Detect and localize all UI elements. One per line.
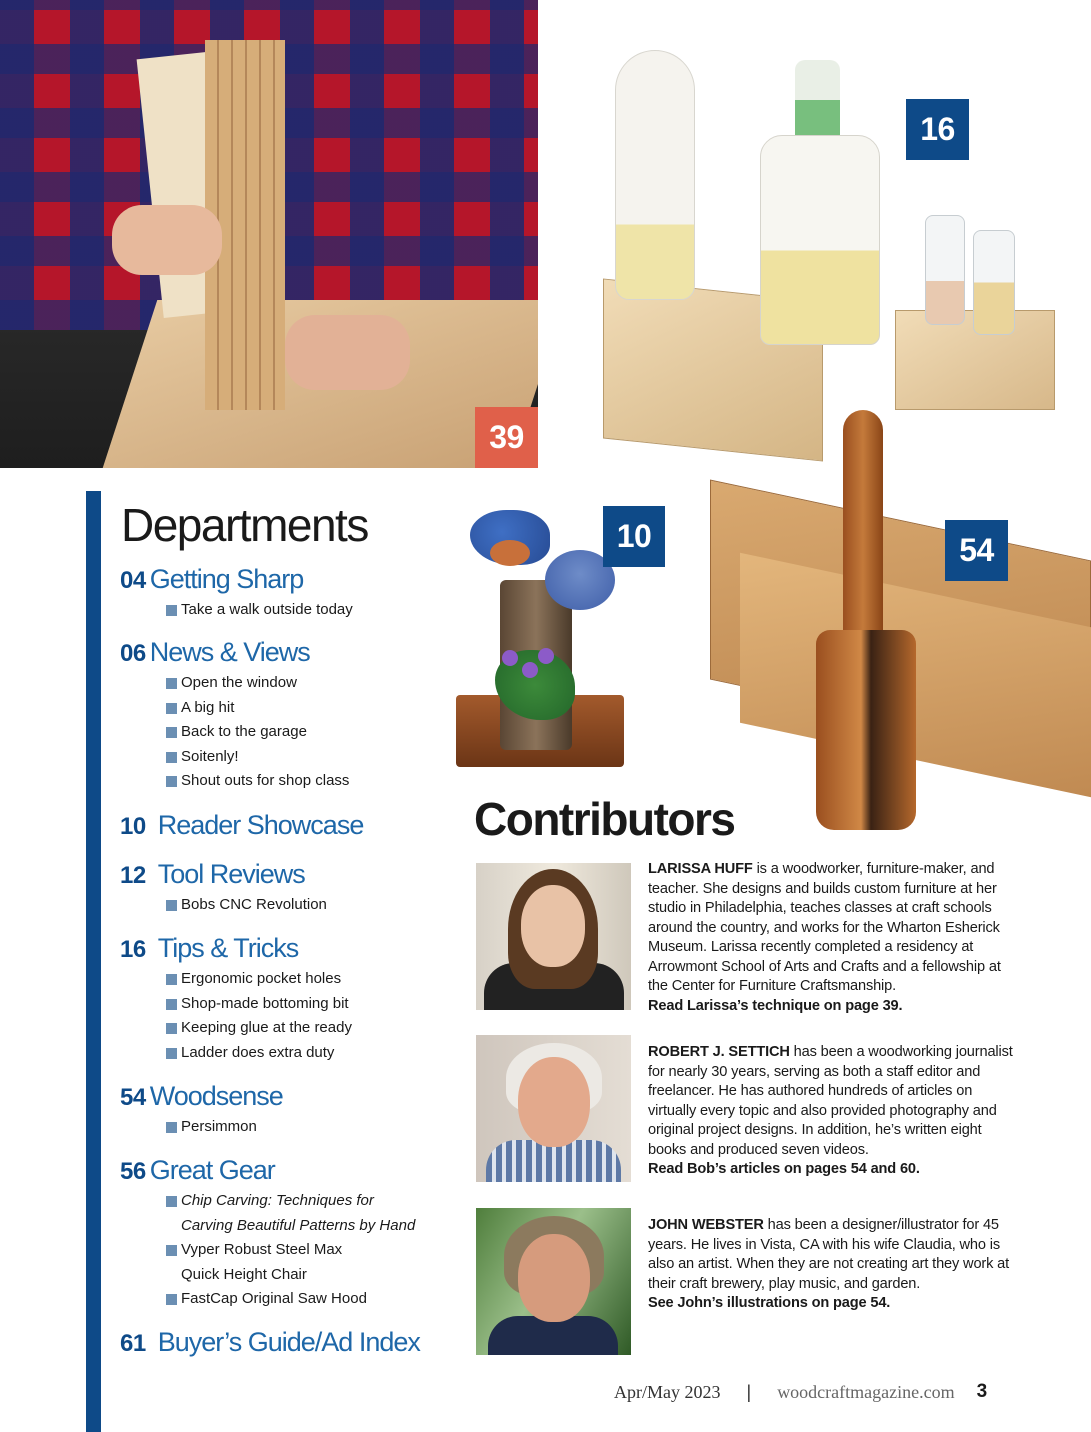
dept-name[interactable]: Tips & Tricks — [157, 933, 299, 963]
website-link[interactable]: woodcraftmagazine.com — [777, 1381, 955, 1402]
dept-name[interactable]: News & Views — [149, 637, 310, 667]
dept-item: Shop-made bottoming bit — [120, 992, 352, 1017]
dept-item: Chip Carving: Techniques for — [120, 1189, 415, 1214]
portrait-john-webster — [476, 1208, 631, 1355]
dept-item: FastCap Original Saw Hood — [120, 1287, 415, 1312]
dept-item: Persimmon — [120, 1115, 283, 1140]
contributor-cta-link[interactable]: Read Bob’s articles on pages 54 and 60. — [648, 1161, 920, 1177]
bullet-square-icon — [166, 999, 177, 1010]
dept-item: Vyper Robust Steel Max — [120, 1238, 415, 1263]
left-hand — [112, 205, 222, 275]
dept-news-views[interactable] — [120, 637, 349, 794]
dept-tool-reviews[interactable] — [120, 859, 327, 918]
bullet-square-icon — [166, 678, 177, 689]
contributor-name: ROBERT J. SETTICH — [648, 1044, 790, 1060]
contributor-cta-link[interactable]: See John’s illustrations on page 54. — [648, 1295, 891, 1311]
contributor-name: LARISSA HUFF — [648, 861, 753, 877]
dept-item: Keeping glue at the ready — [120, 1016, 352, 1041]
dept-item: Shout outs for shop class — [120, 769, 349, 794]
bio-larissa-huff — [648, 860, 1018, 1016]
dept-page-number: 16 — [120, 936, 146, 963]
right-hand — [285, 315, 410, 390]
dept-name[interactable]: Reader Showcase — [157, 810, 364, 840]
dept-name[interactable]: Tool Reviews — [157, 859, 305, 889]
dept-name[interactable]: Woodsense — [149, 1081, 283, 1111]
dept-item: Take a walk outside today — [120, 598, 353, 623]
footer-separator: | — [746, 1381, 752, 1402]
bullet-square-icon — [166, 1122, 177, 1133]
dept-buyers-guide[interactable] — [120, 1327, 420, 1361]
dept-item: Ergonomic pocket holes — [120, 967, 352, 992]
contributor-bio: has been a designer/illustrator for 45 years. He lives in Vista, CA with his wife Claudia, who is also an artist. When they are not creating art they work at their craft brewery, play music, and garden. — [648, 1217, 1010, 1292]
bio-john-webster — [648, 1216, 1018, 1314]
dept-item: Soitenly! — [120, 745, 349, 770]
dept-item: Back to the garage — [120, 720, 349, 745]
issue-date: Apr/May 2023 — [614, 1381, 721, 1402]
contributors-title: Contributors — [474, 793, 735, 845]
bullet-square-icon — [166, 1023, 177, 1034]
page-badge-10[interactable]: 10 — [603, 506, 665, 567]
dept-name[interactable]: Great Gear — [149, 1155, 275, 1185]
page-badge-39[interactable]: 39 — [475, 407, 538, 468]
bullet-square-icon — [166, 900, 177, 911]
bullet-square-icon — [166, 703, 177, 714]
dept-woodsense[interactable] — [120, 1081, 283, 1140]
contributor-bio: is a woodworker, furniture-maker, and teacher. She designs and builds custom furniture at her studio in Philadelphia, teaches classes at craft schools around the country, and works for the Wharton Esherick Museum. Larissa recently completed a residency at Arrowmont School of Arts and Crafts and a fellowship at the Center for Furniture Craftsmanship. — [648, 861, 1001, 994]
contributor-cta-link[interactable]: Read Larissa’s technique on page 39. — [648, 997, 903, 1014]
cover-photo-clamping — [0, 0, 538, 468]
dept-page-number: 12 — [120, 862, 146, 889]
portrait-larissa-huff — [476, 863, 631, 1010]
dept-page-number: 10 — [120, 813, 146, 840]
dept-name[interactable]: Getting Sharp — [149, 564, 304, 594]
dept-getting-sharp[interactable] — [120, 564, 353, 623]
departments-title: Departments — [121, 499, 368, 551]
departments-accent-bar — [86, 491, 101, 1432]
page-badge-54[interactable]: 54 — [945, 520, 1008, 581]
bio-robert-settich — [648, 1043, 1018, 1180]
bullet-square-icon — [166, 1048, 177, 1059]
dept-item: A big hit — [120, 696, 349, 721]
page-badge-16[interactable]: 16 — [906, 99, 969, 160]
dept-page-number: 04 — [120, 567, 146, 594]
portrait-robert-settich — [476, 1035, 631, 1182]
page-footer — [614, 1381, 987, 1403]
bullet-square-icon — [166, 1294, 177, 1305]
bullet-square-icon — [166, 1196, 177, 1207]
dept-reader-showcase[interactable] — [120, 810, 363, 844]
dept-item: Open the window — [120, 671, 349, 696]
dept-great-gear[interactable] — [120, 1155, 415, 1312]
persimmon-mallet-photo — [700, 410, 1091, 830]
dept-item-continued: Quick Height Chair — [181, 1265, 307, 1283]
dept-page-number: 54 — [120, 1084, 146, 1111]
dept-name[interactable]: Buyer’s Guide/Ad Index — [157, 1327, 420, 1357]
dept-page-number: 61 — [120, 1330, 146, 1357]
dept-item: Ladder does extra duty — [120, 1041, 352, 1066]
dept-tips-tricks[interactable] — [120, 933, 352, 1065]
contributor-name: JOHN WEBSTER — [648, 1217, 764, 1233]
dept-page-number: 06 — [120, 640, 146, 667]
bullet-square-icon — [166, 605, 177, 616]
glue-bottle-illustration — [595, 40, 1091, 460]
page-number: 3 — [976, 1381, 988, 1402]
bullet-square-icon — [166, 776, 177, 787]
dept-item-continued: Carving Beautiful Patterns by Hand — [181, 1216, 416, 1234]
bullet-square-icon — [166, 974, 177, 985]
bullet-square-icon — [166, 752, 177, 763]
bullet-square-icon — [166, 1245, 177, 1256]
contributor-bio: has been a woodworking journalist for nearly 30 years, serving as both a staff editor and freelancer. He has authored hundreds of articles on virtually every topic and also provided photography and original project designs. In addition, he’s written eight books and produced seven videos. — [648, 1044, 1013, 1158]
bullet-square-icon — [166, 727, 177, 738]
dept-page-number: 56 — [120, 1158, 146, 1185]
dept-item: Bobs CNC Revolution — [120, 893, 327, 918]
